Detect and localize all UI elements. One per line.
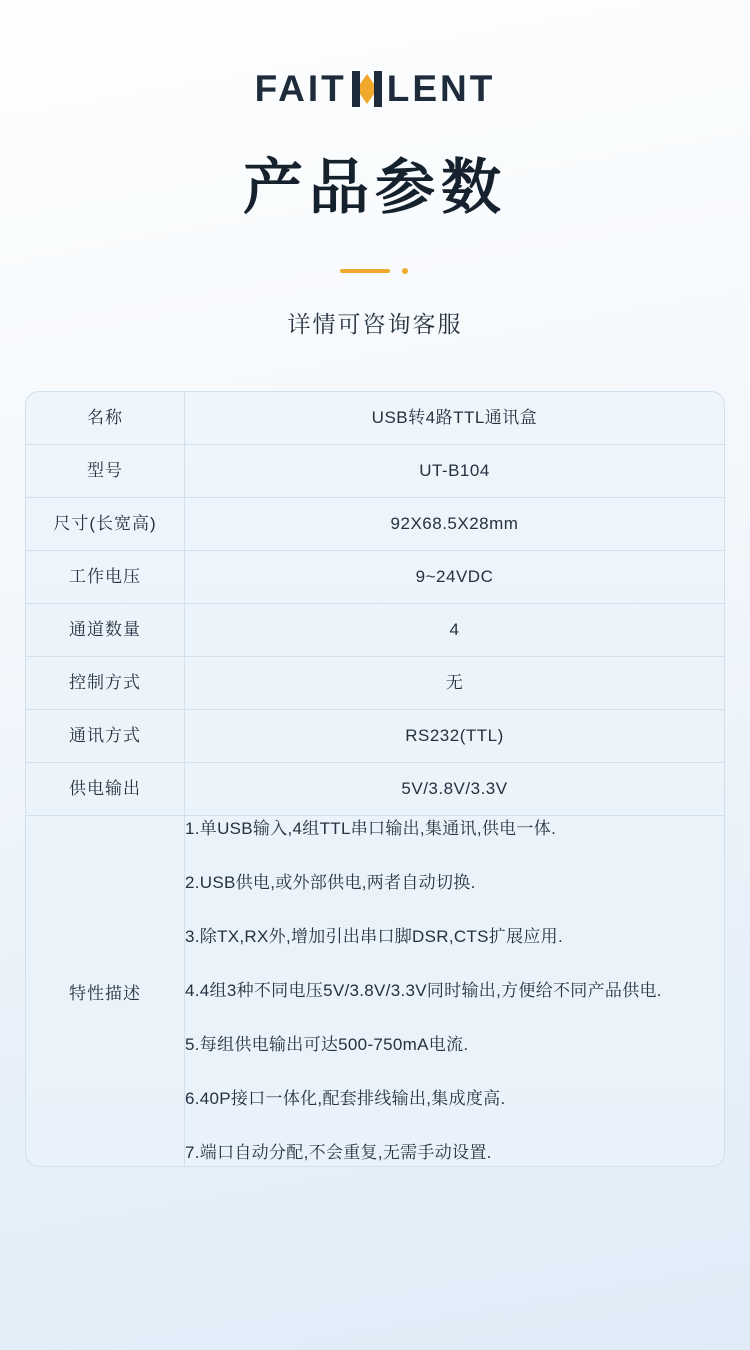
table-row: [26, 710, 724, 763]
spec-table-container: [25, 391, 725, 1167]
spec-value: RS232(TTL): [185, 710, 725, 763]
brand-name-left: FAIT: [254, 68, 347, 109]
spec-value: 5V/3.8V/3.3V: [185, 763, 725, 816]
features-key: 特性描述: [26, 816, 185, 1167]
spec-key: 型号: [26, 445, 185, 498]
table-row: [26, 657, 724, 710]
table-row: [26, 604, 724, 657]
brand-name-right: LENT: [386, 68, 496, 109]
page-subtitle: 详情可咨询客服: [287, 311, 463, 337]
spec-key: 供电输出: [26, 763, 185, 816]
list-item: 5.每组供电输出可达500-750mA电流.: [185, 1035, 469, 1054]
spec-value: 9~24VDC: [185, 551, 725, 604]
h-monogram-icon: [350, 70, 384, 108]
table-row: [26, 445, 724, 498]
table-row: [26, 763, 724, 816]
spec-value: USB转4路TTL通讯盒: [185, 392, 725, 445]
table-row: [26, 551, 724, 604]
list-item: 3.除TX,RX外,增加引出串口脚DSR,CTS扩展应用.: [185, 927, 564, 946]
spec-key: 工作电压: [26, 551, 185, 604]
spec-value: 无: [185, 657, 725, 710]
spec-table: [26, 392, 724, 1166]
table-row: [26, 498, 724, 551]
spec-key: 通讯方式: [26, 710, 185, 763]
features-list: [185, 816, 724, 1166]
list-item: 4.4组3种不同电压5V/3.8V/3.3V同时输出,方便给不同产品供电.: [185, 981, 662, 1000]
features-row: [26, 816, 724, 1167]
spec-value: 92X68.5X28mm: [185, 498, 725, 551]
product-spec-page: [0, 68, 750, 1350]
list-item: 6.40P接口一体化,配套排线输出,集成度高.: [185, 1089, 506, 1108]
spec-key: 名称: [26, 392, 185, 445]
brand-logo: [0, 68, 750, 110]
divider: [340, 266, 410, 276]
spec-key: 控制方式: [26, 657, 185, 710]
list-item: 1.单USB输入,4组TTL串口输出,集通讯,供电一体.: [185, 819, 557, 838]
divider-bar: [340, 269, 390, 273]
spec-value: 4: [185, 604, 725, 657]
spec-key: 通道数量: [26, 604, 185, 657]
spec-key: 尺寸(长宽高): [26, 498, 185, 551]
spec-table-body: [26, 392, 724, 1166]
divider-dot: [402, 268, 408, 274]
page-title: 产品参数: [243, 153, 507, 223]
list-item: 7.端口自动分配,不会重复,无需手动设置.: [185, 1143, 492, 1162]
features-value: [185, 816, 725, 1167]
list-item: 2.USB供电,或外部供电,两者自动切换.: [185, 873, 476, 892]
spec-value: UT-B104: [185, 445, 725, 498]
table-row: [26, 392, 724, 445]
